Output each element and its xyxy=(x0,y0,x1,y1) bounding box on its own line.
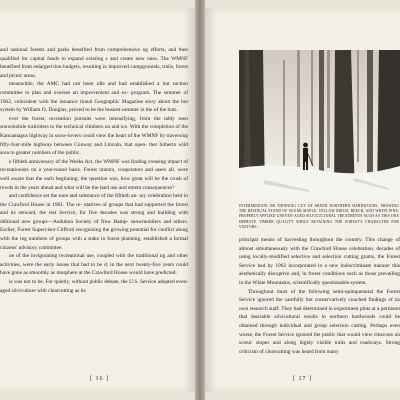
right-page xyxy=(205,8,400,392)
left-page-text xyxy=(0,46,188,295)
page-number-left: [ 16 ] xyxy=(90,376,109,382)
paragraph: e fiftieth anniversary of the Weeks Act, the WMNF was finding creasing impact of recreationists on a year-round basis. Forest nrators, cooperators and users all, were well aware that the each beginning; the question was, how great will be the crush of rowds in the years ahead and what will be the land use and ement consequences? xyxy=(0,158,188,191)
paragraph: meanwhile, the AMC had not been idle and had established a hut ruction committee to plan and oversee an improvement and ex- program. The summer of 1962, coincident with the issuance tional Geographic Magazine story about the hut system by William O. Douglas, proved to be the busiest summer in the of the huts. xyxy=(0,81,188,114)
forest-photo xyxy=(239,50,400,200)
paragraph: principal means of harvesting throughout the country. This change of almost simultaneously with the Crawford House celebration. decades of using locally-modified selective and selection cutting grams, the Forest Service had by 1962 incorporated in a new indiscriminate manner this aesthetically disruptive and, in forest conditions such as those prevailing in the White Mountains, scientifically questionable system. xyxy=(239,237,400,286)
paragraph: is was not to be. For quietly, without public debate, the U.S. Service adopted even-aged silviculture with clearcutting as its xyxy=(0,279,188,294)
page-number-right: [ 17 ] xyxy=(293,376,312,382)
book-gutter xyxy=(195,0,205,400)
paragraph: ne of the invigorating recreational use, coupled with the traditional ng and other activities, were the early issues that had to be d; in the next twenty-five years could have gone as smoothly as mosphere at the Crawford House would have predicted. xyxy=(0,253,188,277)
paragraph: ever the forest, recreation pursuits were intensifying, from the tably seen snowmobile trailriders to the technical climbers on and ice. With the completion of the Kancamagus highway in snow-lovers could view the heart of the WMNF by traversing fifty-four-mile highway between Conway and Lincoln, that open- ther hitherto wild area to greater numbers of the public. xyxy=(0,115,188,157)
photo-caption: INTERMEDIATE OR THINNING CUT OF MIXED NORTHERN HARDWOODS, SHOWING THE RESIDUAL STAND OF SUGAR MAPLE, YELLOW BIRCH, BEECH, AND WHITE PINE. PROPERLY APPLIED UNEVEN-AGED SILVICULTURAL TREATMENTS SUCH AS THIS ONE IMPROVE TIMBER QUALITY WHILE RETAINING THE FOREST'S CHARACTER FOR VISITORS. xyxy=(239,204,399,229)
paragraph: Throughout most of the following semi-quinquennial the Forest Service ignored the carefully but conservatively couched findings of its own research staff. They had determined in experiment plots at a pertinent that desirable silvicultural results in northern hardwoods could be obtained through individual and group selection cutting. Perhaps even worse, the Forest Service ignored the public that would view clearcuts on scenic slopes and along highly visible trails and roadways. Strong criticism of clearcutting was heard from many xyxy=(239,288,400,355)
paragraph: and confidence set the tone and substance of the fiftieth an- ary celebration held in the Crawford House in 1961. The re- ntatives of groups that had supported the forest and its steward, the rest Service, for five decades was strong and building with dditional new groups—Audubon Society of New Hamp- snowmobilers and others. Earlier, Forest Supervisor Clifford recognizing the growing potential for conflict along with the ing numbers of groups with a stake in forest planning, established a formal citizens' advisory committee. xyxy=(0,193,188,251)
right-page-text xyxy=(239,236,400,356)
left-page xyxy=(0,8,195,392)
paragraph: and national forests and parks benefited from comprehensive ng efforts, and then qualified for capital funds to expand existing s and create new ones. The WMNF benefited from enlarged tion budgets, resulting in improved campgrounds, trails, forest and picnic areas. xyxy=(0,47,188,79)
